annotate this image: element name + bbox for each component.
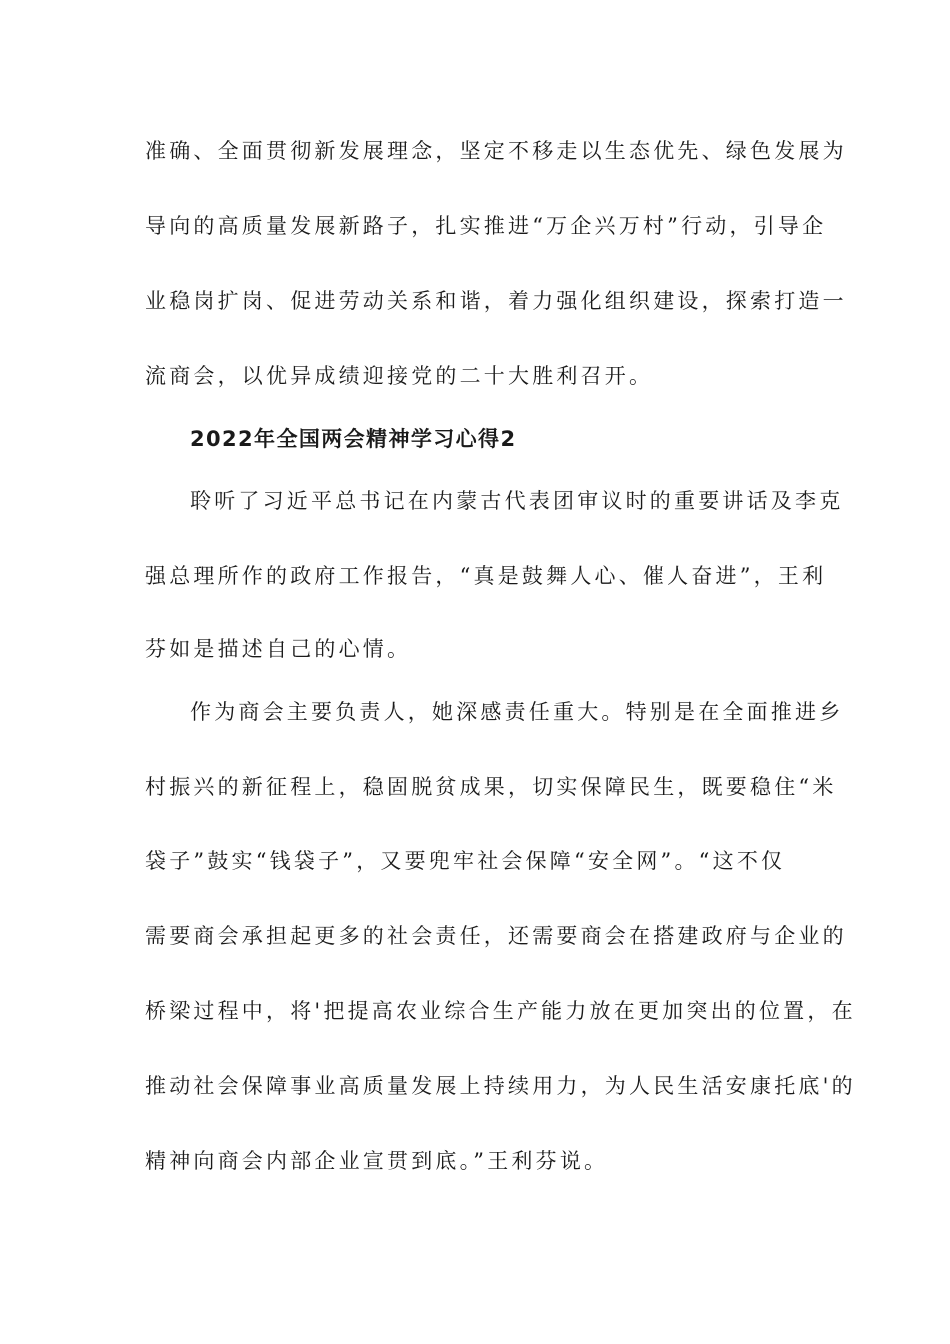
paragraph-line: 袋子”鼓实“钱袋子”，又要兜牢社会保障“安全网”。“这不仅	[145, 849, 786, 873]
section-heading: 2022年全国两会精神学习心得2	[190, 427, 517, 451]
paragraph-line: 需要商会承担起更多的社会责任，还需要商会在搭建政府与企业的	[145, 924, 847, 948]
paragraph-line: 作为商会主要负责人，她深感责任重大。特别是在全面推进乡	[190, 700, 844, 724]
paragraph-line: 芬如是描述自己的心情。	[145, 637, 412, 661]
paragraph-line: 精神向商会内部企业宣贯到底。”王利芬说。	[145, 1149, 609, 1173]
paragraph-line: 村振兴的新征程上，稳固脱贫成果，切实保障民生，既要稳住“米	[145, 775, 837, 799]
paragraph-line: 聆听了习近平总书记在内蒙古代表团审议时的重要讲话及李克	[190, 489, 844, 513]
paragraph-line: 导向的高质量发展新路子，扎实推进“万企兴万村”行动，引导企	[145, 214, 827, 238]
paragraph-line: 准确、全面贯彻新发展理念，坚定不移走以生态优先、绿色发展为	[145, 139, 847, 163]
paragraph-line: 推动社会保障事业高质量发展上持续用力，为人民生活安康托底'的	[145, 1074, 856, 1098]
paragraph-line: 强总理所作的政府工作报告，“真是鼓舞人心、催人奋进”，王利	[145, 564, 827, 588]
paragraph-line: 桥梁过程中，将'把提高农业综合生产能力放在更加突出的位置，在	[145, 999, 856, 1023]
paragraph-line: 流商会，以优异成绩迎接党的二十大胜利召开。	[145, 364, 654, 388]
paragraph-line: 业稳岗扩岗、促进劳动关系和谐，着力强化组织建设，探索打造一	[145, 289, 847, 313]
